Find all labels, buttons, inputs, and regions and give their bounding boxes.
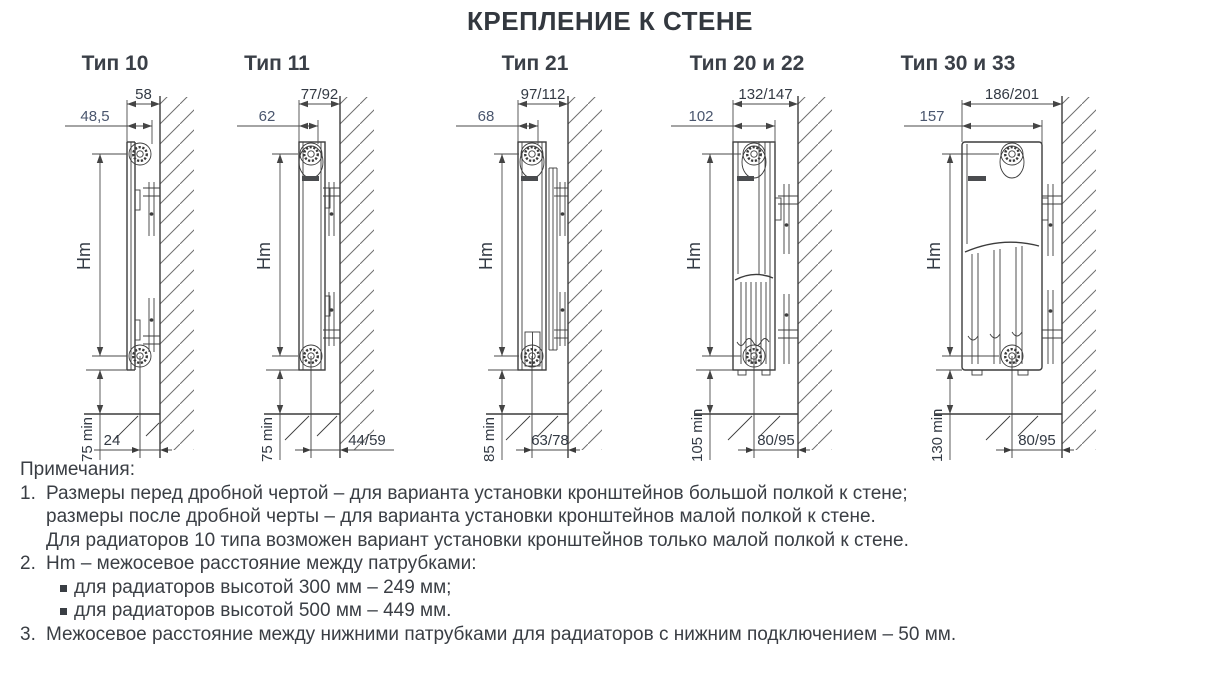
dim-axis-wall-label: 80/95 <box>1018 432 1056 449</box>
note-bullet-text: для радиаторов высотой 300 мм – 249 мм; <box>74 576 452 598</box>
note-bullet-item <box>46 599 1205 623</box>
drawing-type-11 <box>180 84 410 470</box>
wall <box>340 96 374 458</box>
note-line: Hm – межосевое расстояние между патрубками: <box>46 553 477 574</box>
heading-type-11: Тип 11 <box>244 52 310 75</box>
dim-axis-wall-label: 80/95 <box>757 432 795 449</box>
dim-floor-clearance-label: 130 min <box>929 408 946 462</box>
note-number: 1. <box>20 482 36 504</box>
dim-axis-offset-label: 102 <box>688 108 714 125</box>
heading-type-10: Тип 10 <box>81 52 149 75</box>
radiator-type-10 <box>127 142 151 458</box>
dim-hm-label: Hm <box>684 242 704 270</box>
dim-depth-total-label: 186/201 <box>984 86 1040 103</box>
dim-axis-offset-label: 62 <box>258 108 276 125</box>
heading-type-30-33: Тип 30 и 33 <box>900 52 1016 75</box>
dim-depth-total-label: 97/112 <box>520 86 566 103</box>
dim-axis-wall-label: 24 <box>103 432 121 449</box>
wall-bracket <box>1042 184 1062 364</box>
note-line: Размеры перед дробной чертой – для варианта установки кронштейнов большой полкой к стене; <box>46 482 908 504</box>
drawing-type-30-33 <box>902 84 1132 470</box>
note-bullet-item <box>46 576 1205 600</box>
dim-floor-clearance-label: 75 min <box>79 416 96 462</box>
notes-section <box>20 458 1205 646</box>
notes-heading: Примечания: <box>20 459 135 480</box>
dim-depth-total-label: 77/92 <box>300 86 339 103</box>
radiator-type-11 <box>299 142 330 458</box>
wall <box>1062 96 1096 458</box>
wall <box>798 96 832 458</box>
note-item-1 <box>20 482 1205 553</box>
page-title: КРЕПЛЕНИЕ К СТЕНЕ <box>467 6 753 36</box>
dim-axis-offset-label: 68 <box>477 108 495 125</box>
radiator-type-20-22 <box>733 142 775 458</box>
wall <box>568 96 602 458</box>
wall-bracket <box>143 182 160 352</box>
dim-hm-label: Hm <box>924 242 944 270</box>
heading-type-20-22: Тип 20 и 22 <box>689 52 805 75</box>
wall-bracket <box>554 182 568 346</box>
note-bullet-text: для радиаторов высотой 500 мм – 449 мм. <box>74 600 452 621</box>
radiator-type-30-33 <box>962 142 1042 458</box>
note-number: 2. <box>20 553 36 574</box>
note-line: Для радиаторов 10 типа возможен вариант установки кронштейнов только малой полкой к стене. <box>46 529 909 551</box>
note-item-2 <box>20 552 1205 623</box>
dim-floor-clearance-label: 105 min <box>689 408 706 462</box>
note-line: Межосевое расстояние между нижними патрубками для радиаторов с нижним подключением – 50 мм. <box>46 623 957 645</box>
dim-hm-label: Hm <box>476 242 496 270</box>
dim-axis-wall-label: 63/78 <box>531 432 569 449</box>
dim-hm-label: Hm <box>74 242 94 270</box>
wall-bracket <box>775 184 798 364</box>
bullet-square-icon <box>60 585 67 592</box>
heading-type-21: Тип 21 <box>501 52 569 75</box>
dim-floor-clearance-label: 85 min <box>481 416 498 462</box>
dim-hm-label: Hm <box>254 242 274 270</box>
dim-depth-total-label: 132/147 <box>738 86 793 103</box>
dim-floor-clearance-label: 75 min <box>259 416 276 462</box>
drawing-type-20-22 <box>638 84 868 470</box>
note-line: размеры после дробной черты – для варианта установки кронштейнов малой полкой к стене. <box>46 506 876 527</box>
dim-axis-wall-label: 44/59 <box>348 432 386 449</box>
radiator-type-21 <box>518 142 557 458</box>
dimensions <box>65 86 172 462</box>
drawing-type-21 <box>408 84 638 470</box>
dim-axis-offset-label: 48,5 <box>80 108 110 125</box>
bullet-square-icon <box>60 608 67 615</box>
note-number: 3. <box>20 623 36 645</box>
dim-depth-total-label: 58 <box>135 86 152 103</box>
note-item-3 <box>20 623 1205 647</box>
dim-axis-offset-label: 157 <box>919 108 945 125</box>
